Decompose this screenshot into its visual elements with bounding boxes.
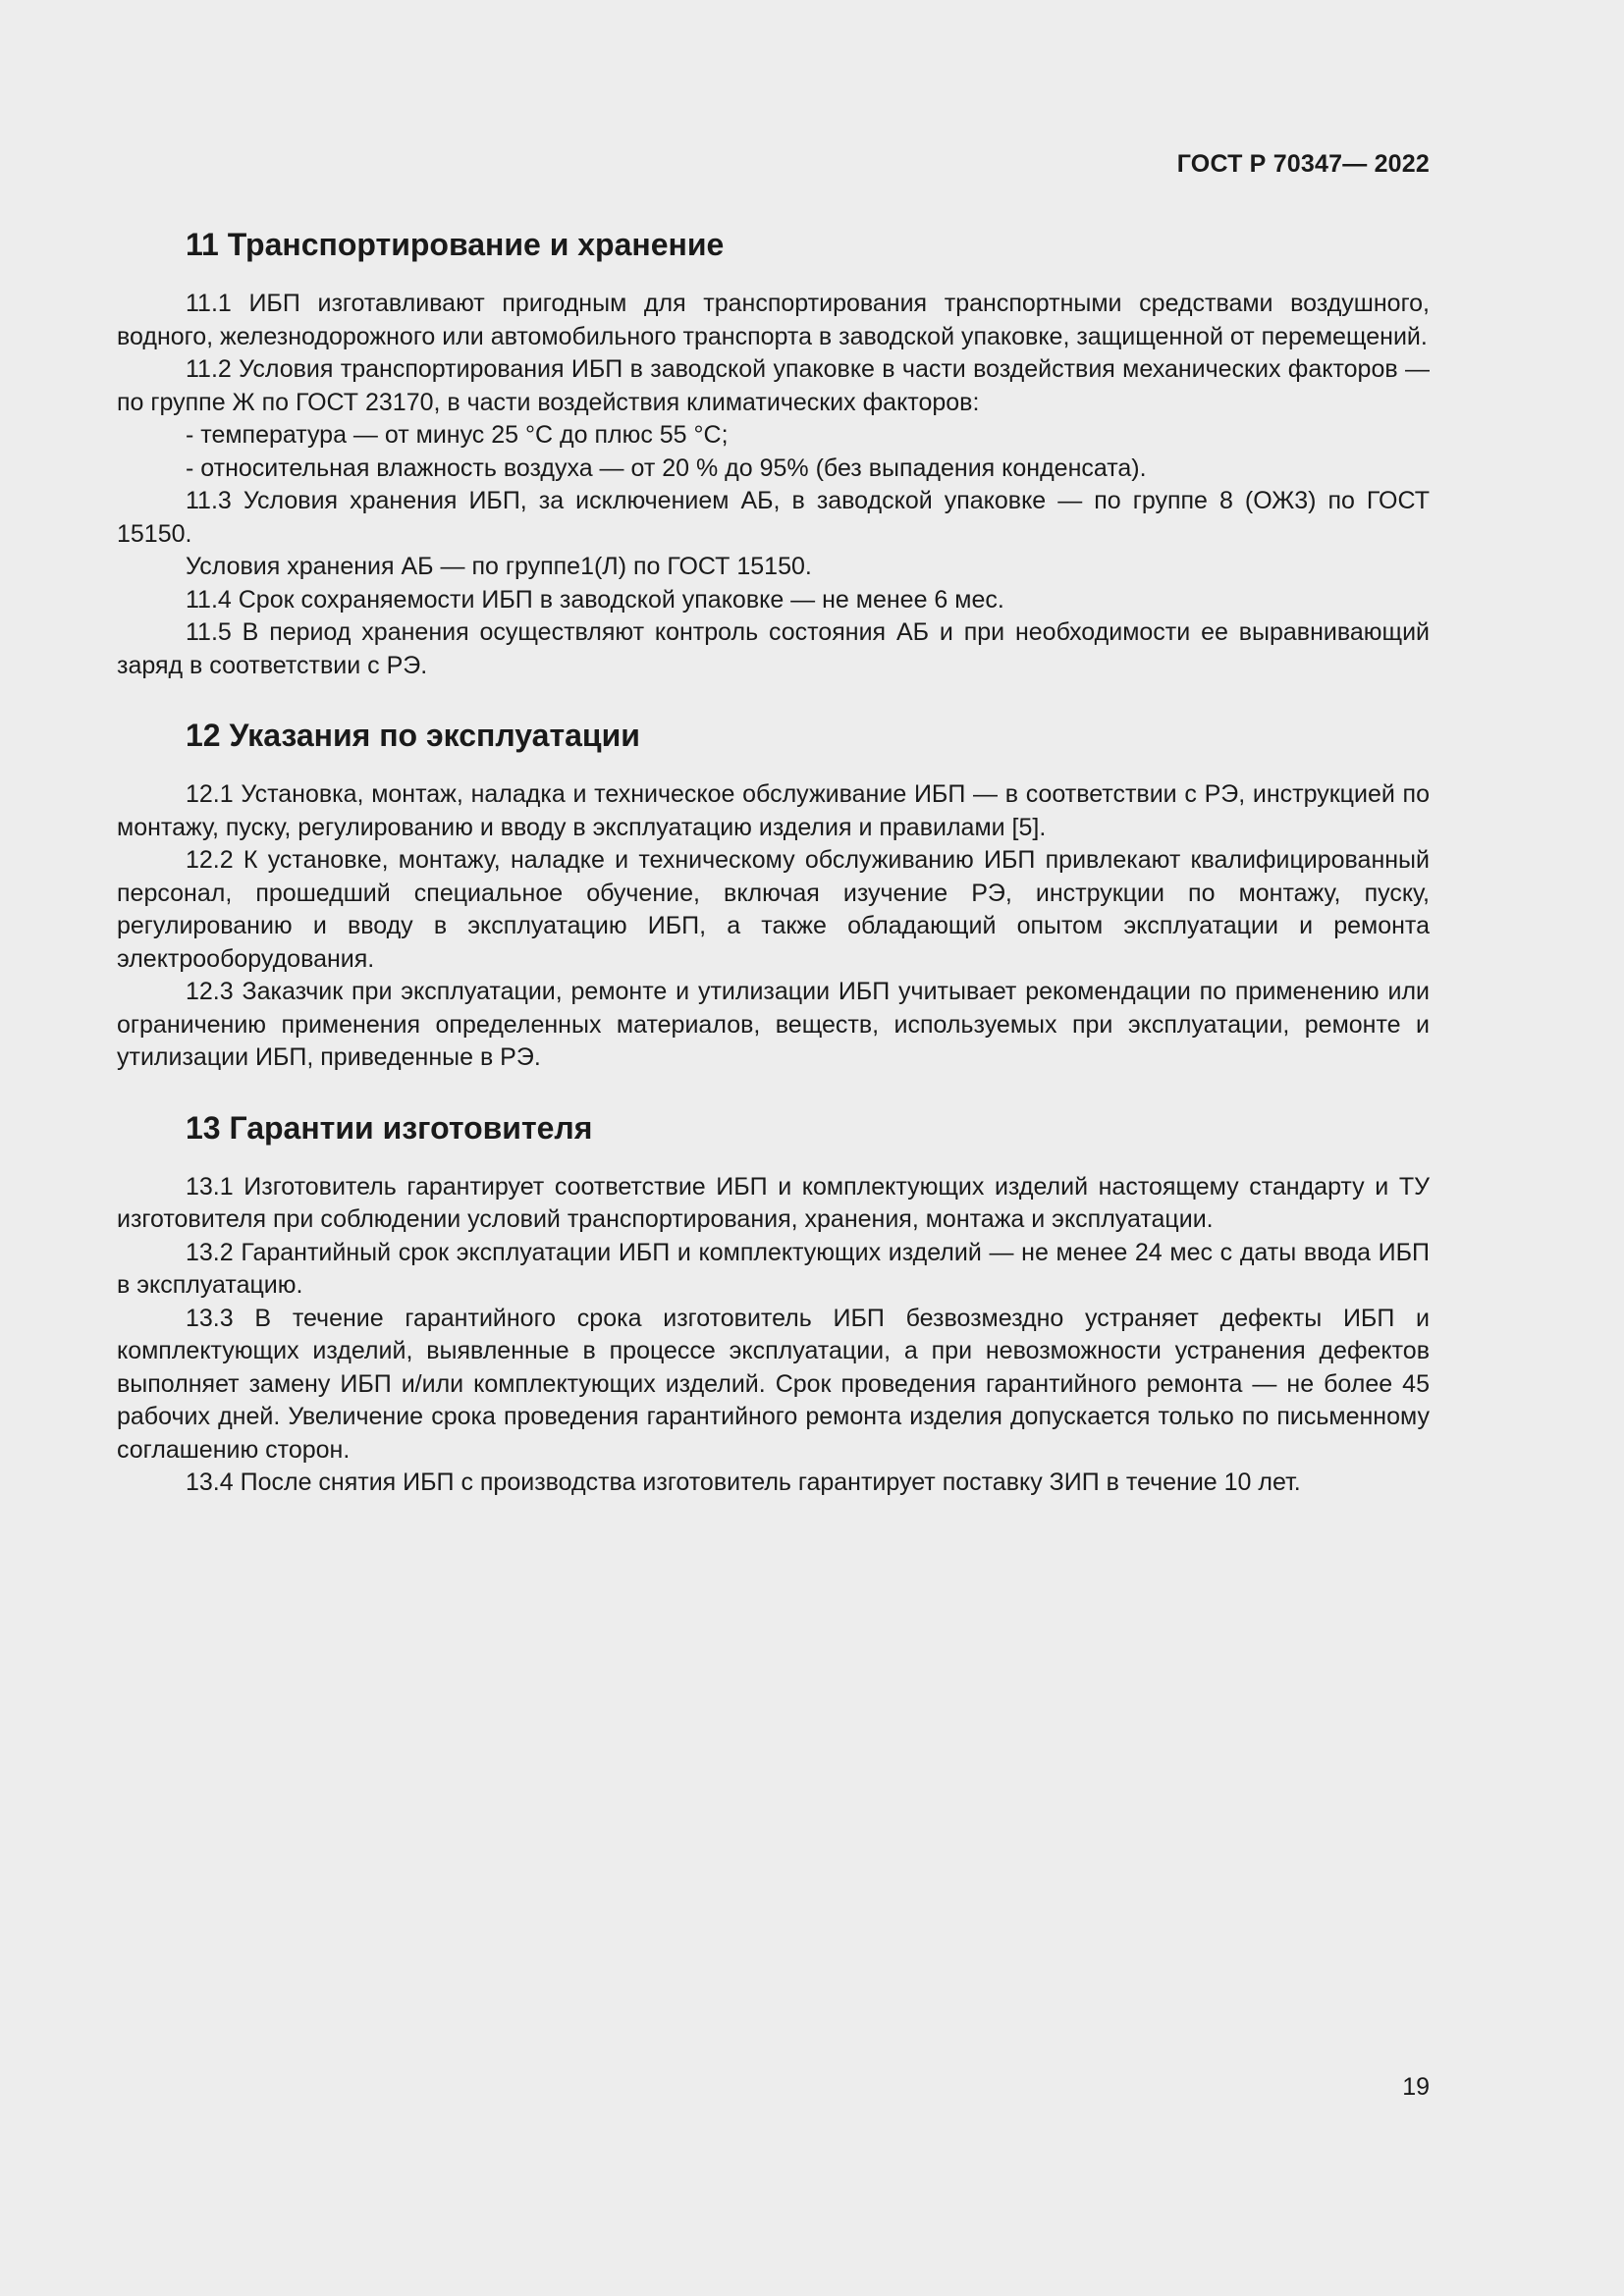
- paragraph-13-3: 13.3 В течение гарантийного срока изготовитель ИБП безвозмездно устраняет дефекты ИБП и комплектующих изделий, выявленные в процессе эксплуатации, а при невозможности устранения дефектов выполняет замену ИБП и/или комплектующих изделий. Срок проведения гарантийного ремонта — не более 45 рабочих дней. Увеличение срока проведения гарантийного ремонта изделия допускается только по письменному соглашению сторон.: [117, 1304, 1430, 1464]
- paragraph-13-1: 13.1 Изготовитель гарантирует соответствие ИБП и комплектующих изделий настоящему стандарту и ТУ изготовителя при соблюдении условий транспортирования, хранения, монтажа и эксплуатации.: [117, 1172, 1430, 1233]
- section-title: 13 Гарантии изготовителя: [186, 1109, 593, 1146]
- paragraph-12-2: 12.2 К установке, монтажу, наладке и техническому обслуживанию ИБП привлекают квалифицированный персонал, прошедший специальное обучение, включая изучение РЭ, инструкции по монтажу, пуску, регулированию и вводу в эксплуатацию ИБП, а также обладающий опытом эксплуатации и ремонта электрооборудования.: [117, 846, 1430, 973]
- paragraph-11-4: 11.4 Срок сохраняемости ИБП в заводской упаковке — не менее 6 мес.: [186, 585, 1004, 614]
- section-title: 12 Указания по эксплуатации: [186, 718, 640, 753]
- list-item-temperature: - температура — от минус 25 °С до плюс 55 °С;: [186, 421, 729, 449]
- section-13: [117, 1106, 1430, 1500]
- section-12: [117, 714, 1430, 1075]
- page-number: 19: [1402, 2073, 1430, 2101]
- paragraph-11-5: 11.5 В период хранения осуществляют контроль состояния АБ и при необходимости ее выравнивающий заряд в соответствии с РЭ.: [117, 618, 1430, 679]
- section-11: [117, 223, 1430, 682]
- paragraph-13-4: 13.4 После снятия ИБП с производства изготовитель гарантирует поставку ЗИП в течение 10 лет.: [186, 1468, 1301, 1496]
- paragraph-11-3: 11.3 Условия хранения ИБП, за исключением АБ, в заводской упаковке — по группе 8 (ОЖ3) по ГОСТ 15150.: [117, 487, 1430, 548]
- paragraph-11-2: 11.2 Условия транспортирования ИБП в заводской упаковке в части воздействия механических факторов — по группе Ж по ГОСТ 23170, в части воздействия климатических факторов:: [117, 355, 1430, 416]
- paragraph-13-2: 13.2 Гарантийный срок эксплуатации ИБП и комплектующих изделий — не менее 24 мес с даты ввода ИБП в эксплуатацию.: [117, 1238, 1430, 1299]
- list-item-humidity: - относительная влажность воздуха — от 20 % до 95% (без выпадения конденсата).: [186, 454, 1147, 482]
- document-body: [117, 223, 1430, 1531]
- section-title: 11 Транспортирование и хранение: [186, 227, 725, 262]
- document-header: ГОСТ Р 70347— 2022: [1176, 150, 1430, 178]
- paragraph-12-3: 12.3 Заказчик при эксплуатации, ремонте и утилизации ИБП учитывает рекомендации по применению или ограничению применения определенных материалов, веществ, используемых при эксплуатации, ремонте и утилизации ИБП, приведенные в РЭ.: [117, 978, 1430, 1071]
- paragraph-11-1: 11.1 ИБП изготавливают пригодным для транспортирования транспортными средствами воздушного, водного, железнодорожного или автомобильного транспорта в заводской упаковке, защищенной от перемещений.: [117, 290, 1430, 350]
- paragraph-11-3-ab: Условия хранения АБ — по группе1(Л) по ГОСТ 15150.: [186, 553, 812, 580]
- paragraph-12-1: 12.1 Установка, монтаж, наладка и техническое обслуживание ИБП — в соответствии с РЭ, инструкцией по монтажу, пуску, регулированию и вводу в эксплуатацию изделия и правилами [5].: [117, 780, 1430, 841]
